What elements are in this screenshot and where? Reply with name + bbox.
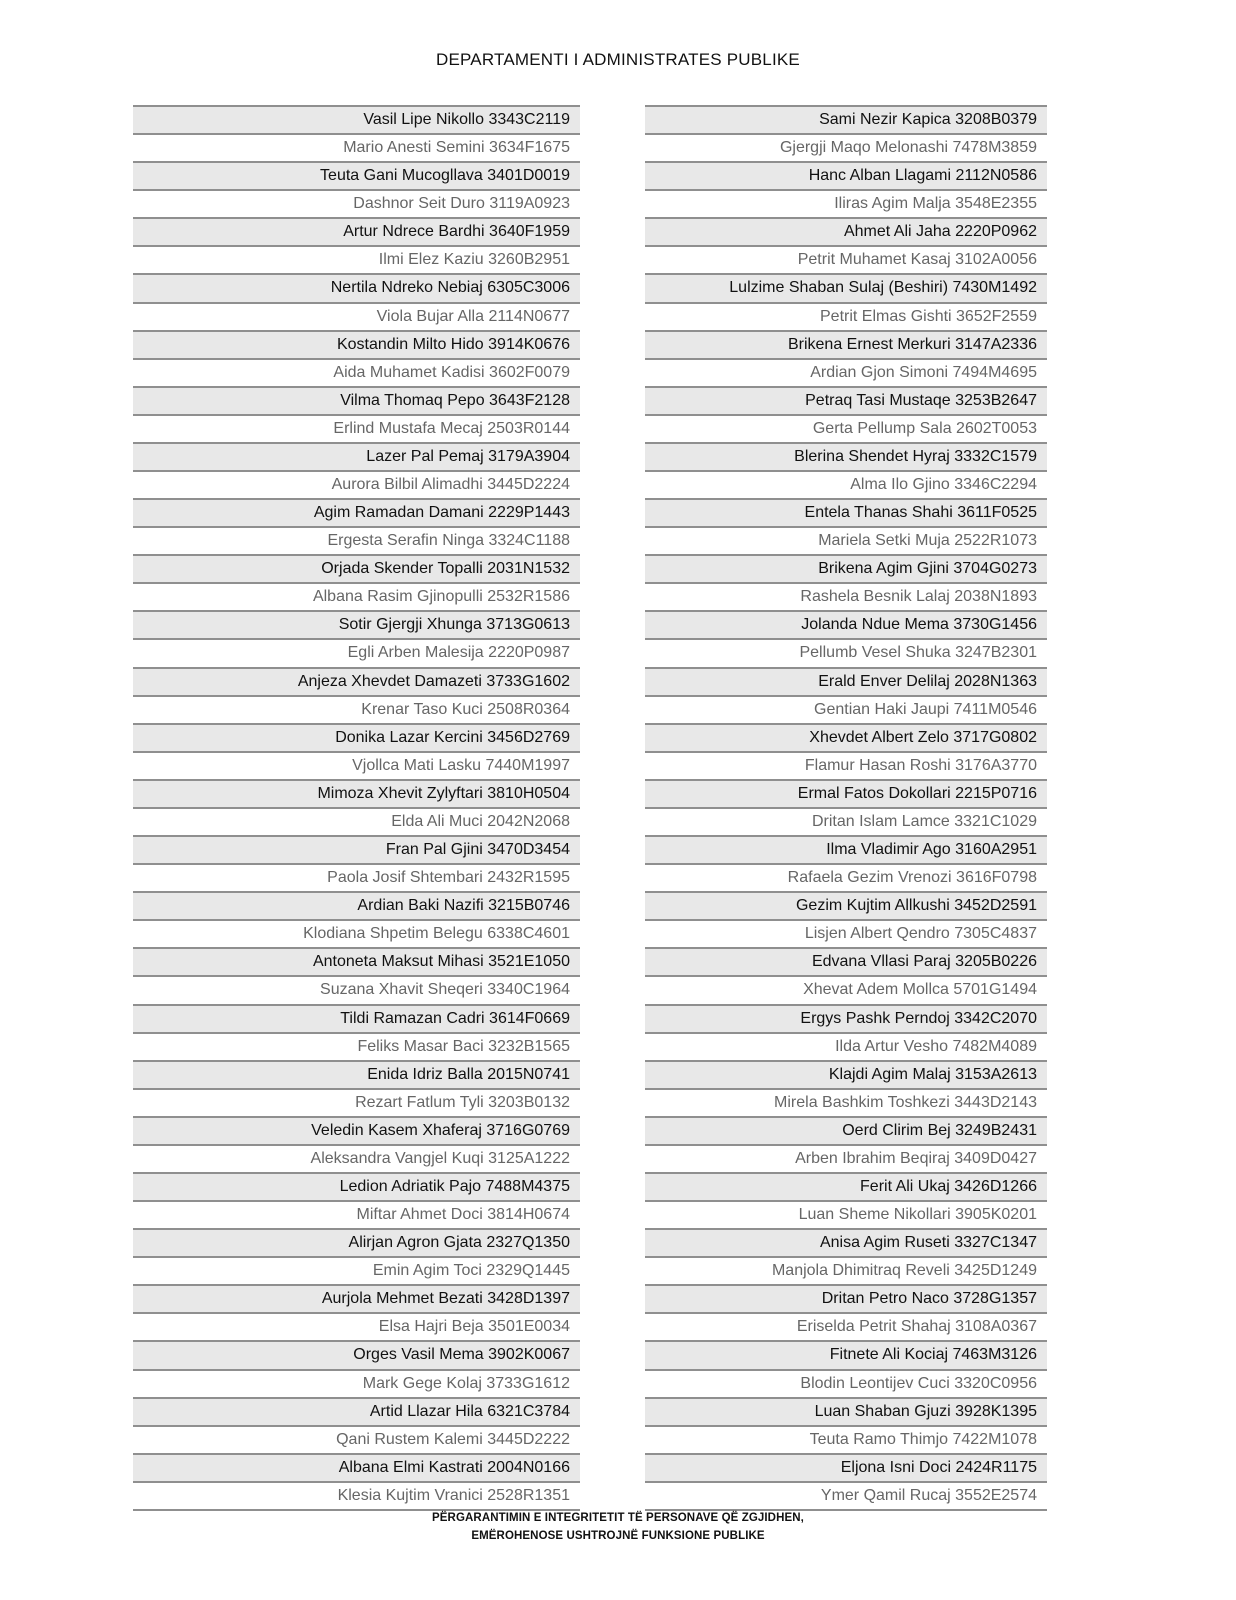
list-item: Nertila Ndreko Nebiaj 6305C3006 [133,273,580,301]
list-item: Petrit Elmas Gishti 3652F2559 [645,302,1047,330]
list-item: Xhevdet Albert Zelo 3717G0802 [645,723,1047,751]
list-item: Brikena Ernest Merkuri 3147A2336 [645,330,1047,358]
list-item: Ardian Gjon Simoni 7494M4695 [645,358,1047,386]
list-item: Klodiana Shpetim Belegu 6338C4601 [133,919,580,947]
list-item: Teuta Gani Mucogllava 3401D0019 [133,161,580,189]
list-item: Antoneta Maksut Mihasi 3521E1050 [133,947,580,975]
list-item: Ferit Ali Ukaj 3426D1266 [645,1172,1047,1200]
list-item: Mimoza Xhevit Zylyftari 3810H0504 [133,779,580,807]
list-item: Luan Sheme Nikollari 3905K0201 [645,1200,1047,1228]
list-item: Vasil Lipe Nikollo 3343C2119 [133,105,580,133]
list-item: Ergys Pashk Perndoj 3342C2070 [645,1004,1047,1032]
list-item: Dashnor Seit Duro 3119A0923 [133,189,580,217]
list-item: Fitnete Ali Kociaj 7463M3126 [645,1340,1047,1368]
list-item: Erlind Mustafa Mecaj 2503R0144 [133,414,580,442]
list-item: Orjada Skender Topalli 2031N1532 [133,554,580,582]
list-item: Gentian Haki Jaupi 7411M0546 [645,695,1047,723]
left-name-column [133,105,580,1511]
list-item: Ymer Qamil Rucaj 3552E2574 [645,1481,1047,1511]
list-item: Hanc Alban Llagami 2112N0586 [645,161,1047,189]
list-item: Aida Muhamet Kadisi 3602F0079 [133,358,580,386]
list-item: Mark Gege Kolaj 3733G1612 [133,1369,580,1397]
list-item: Mirela Bashkim Toshkezi 3443D2143 [645,1088,1047,1116]
list-item: Artid Llazar Hila 6321C3784 [133,1397,580,1425]
list-item: Kostandin Milto Hido 3914K0676 [133,330,580,358]
list-item: Jolanda Ndue Mema 3730G1456 [645,610,1047,638]
list-item: Emin Agim Toci 2329Q1445 [133,1256,580,1284]
list-item: Luan Shaban Gjuzi 3928K1395 [645,1397,1047,1425]
list-item: Klesia Kujtim Vranici 2528R1351 [133,1481,580,1511]
list-item: Flamur Hasan Roshi 3176A3770 [645,751,1047,779]
list-item: Lulzime Shaban Sulaj (Beshiri) 7430M1492 [645,273,1047,301]
list-item: Gjergji Maqo Melonashi 7478M3859 [645,133,1047,161]
list-item: Viola Bujar Alla 2114N0677 [133,302,580,330]
list-item: Lisjen Albert Qendro 7305C4837 [645,919,1047,947]
list-item: Agim Ramadan Damani 2229P1443 [133,498,580,526]
list-item: Aurjola Mehmet Bezati 3428D1397 [133,1284,580,1312]
footer-line-2: EMËROHENOSE USHTROJNË FUNKSIONE PUBLIKE [471,1530,765,1542]
list-item: Miftar Ahmet Doci 3814H0674 [133,1200,580,1228]
list-item: Eriselda Petrit Shahaj 3108A0367 [645,1312,1047,1340]
footer-line-1: PËRGARANTIMIN E INTEGRITETIT TË PERSONAVE QË ZGJIDHEN, [432,1512,804,1524]
list-item: Tildi Ramazan Cadri 3614F0669 [133,1004,580,1032]
list-item: Veledin Kasem Xhaferaj 3716G0769 [133,1116,580,1144]
list-item: Sotir Gjergji Xhunga 3713G0613 [133,610,580,638]
list-item: Alirjan Agron Gjata 2327Q1350 [133,1228,580,1256]
list-item: Vilma Thomaq Pepo 3643F2128 [133,386,580,414]
list-item: Ilmi Elez Kaziu 3260B2951 [133,245,580,273]
list-item: Sami Nezir Kapica 3208B0379 [645,105,1047,133]
list-item: Orges Vasil Mema 3902K0067 [133,1340,580,1368]
list-item: Pellumb Vesel Shuka 3247B2301 [645,638,1047,666]
list-item: Ahmet Ali Jaha 2220P0962 [645,217,1047,245]
list-item: Blodin Leontijev Cuci 3320C0956 [645,1369,1047,1397]
list-item: Elsa Hajri Beja 3501E0034 [133,1312,580,1340]
list-item: Blerina Shendet Hyraj 3332C1579 [645,442,1047,470]
list-item: Suzana Xhavit Sheqeri 3340C1964 [133,975,580,1003]
list-item: Klajdi Agim Malaj 3153A2613 [645,1060,1047,1088]
list-item: Brikena Agim Gjini 3704G0273 [645,554,1047,582]
list-item: Edvana Vllasi Paraj 3205B0226 [645,947,1047,975]
list-item: Qani Rustem Kalemi 3445D2222 [133,1425,580,1453]
list-item: Ardian Baki Nazifi 3215B0746 [133,891,580,919]
list-item: Entela Thanas Shahi 3611F0525 [645,498,1047,526]
list-item: Donika Lazar Kercini 3456D2769 [133,723,580,751]
list-item: Anjeza Xhevdet Damazeti 3733G1602 [133,667,580,695]
list-item: Anisa Agim Ruseti 3327C1347 [645,1228,1047,1256]
list-item: Artur Ndrece Bardhi 3640F1959 [133,217,580,245]
list-item: Rashela Besnik Lalaj 2038N1893 [645,582,1047,610]
list-item: Albana Elmi Kastrati 2004N0166 [133,1453,580,1481]
right-name-column [645,105,1047,1511]
list-item: Elda Ali Muci 2042N2068 [133,807,580,835]
list-item: Iliras Agim Malja 3548E2355 [645,189,1047,217]
list-item: Ilma Vladimir Ago 3160A2951 [645,835,1047,863]
list-item: Oerd Clirim Bej 3249B2431 [645,1116,1047,1144]
list-item: Krenar Taso Kuci 2508R0364 [133,695,580,723]
list-item: Rezart Fatlum Tyli 3203B0132 [133,1088,580,1116]
list-item: Rafaela Gezim Vrenozi 3616F0798 [645,863,1047,891]
list-item: Aleksandra Vangjel Kuqi 3125A1222 [133,1144,580,1172]
list-item: Gerta Pellump Sala 2602T0053 [645,414,1047,442]
list-item: Enida Idriz Balla 2015N0741 [133,1060,580,1088]
list-item: Ledion Adriatik Pajo 7488M4375 [133,1172,580,1200]
list-item: Ilda Artur Vesho 7482M4089 [645,1032,1047,1060]
list-item: Lazer Pal Pemaj 3179A3904 [133,442,580,470]
list-item: Erald Enver Delilaj 2028N1363 [645,667,1047,695]
list-item: Egli Arben Malesija 2220P0987 [133,638,580,666]
list-item: Feliks Masar Baci 3232B1565 [133,1032,580,1060]
page-title: DEPARTAMENTI I ADMINISTRATES PUBLIKE [436,50,800,69]
list-item: Ermal Fatos Dokollari 2215P0716 [645,779,1047,807]
list-item: Arben Ibrahim Beqiraj 3409D0427 [645,1144,1047,1172]
list-item: Petrit Muhamet Kasaj 3102A0056 [645,245,1047,273]
list-item: Xhevat Adem Mollca 5701G1494 [645,975,1047,1003]
list-item: Eljona Isni Doci 2424R1175 [645,1453,1047,1481]
list-item: Aurora Bilbil Alimadhi 3445D2224 [133,470,580,498]
list-item: Paola Josif Shtembari 2432R1595 [133,863,580,891]
list-item: Dritan Islam Lamce 3321C1029 [645,807,1047,835]
list-item: Teuta Ramo Thimjo 7422M1078 [645,1425,1047,1453]
list-item: Mariela Setki Muja 2522R1073 [645,526,1047,554]
list-item: Gezim Kujtim Allkushi 3452D2591 [645,891,1047,919]
list-item: Ergesta Serafin Ninga 3324C1188 [133,526,580,554]
list-item: Vjollca Mati Lasku 7440M1997 [133,751,580,779]
list-item: Dritan Petro Naco 3728G1357 [645,1284,1047,1312]
list-item: Mario Anesti Semini 3634F1675 [133,133,580,161]
list-item: Albana Rasim Gjinopulli 2532R1586 [133,582,580,610]
list-item: Alma Ilo Gjino 3346C2294 [645,470,1047,498]
list-item: Petraq Tasi Mustaqe 3253B2647 [645,386,1047,414]
list-item: Manjola Dhimitraq Reveli 3425D1249 [645,1256,1047,1284]
list-item: Fran Pal Gjini 3470D3454 [133,835,580,863]
